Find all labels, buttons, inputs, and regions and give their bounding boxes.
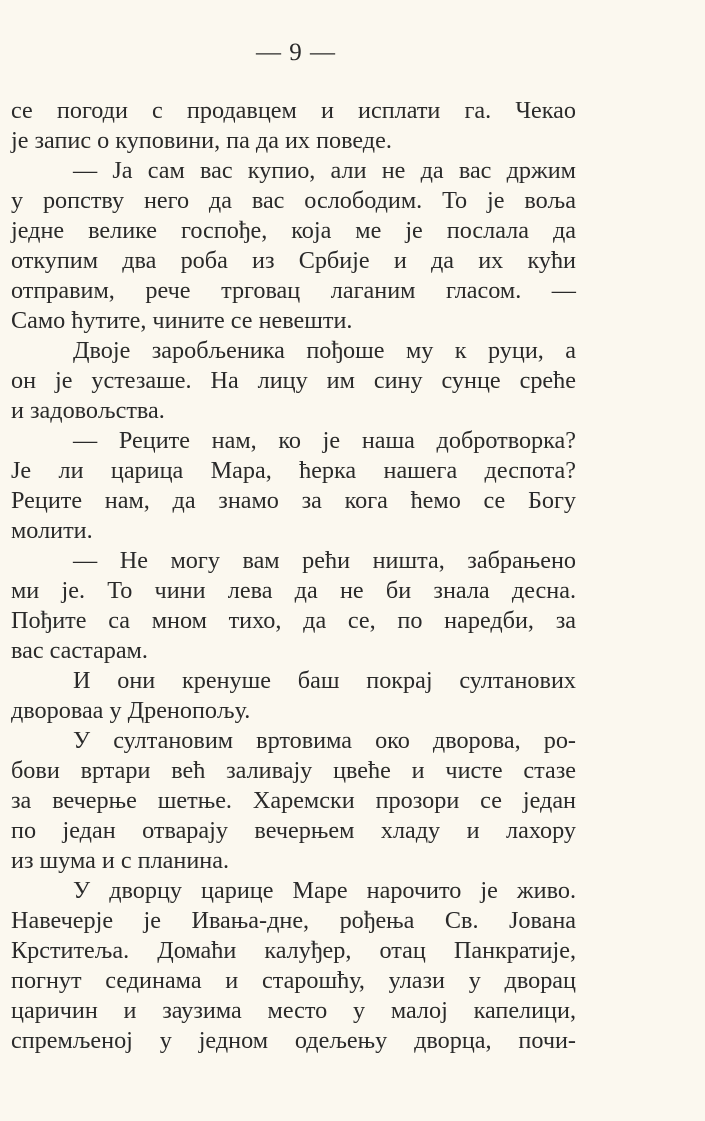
text-line: ми је. То чини лева да не би знала десна. bbox=[11, 577, 576, 604]
text-line: И они кренуше баш покрај султанових bbox=[73, 667, 576, 694]
text-line: вас састарам. bbox=[11, 637, 148, 664]
text-line: једне велике госпође, која ме је послала да bbox=[11, 217, 576, 244]
text-line: У султановим вртовима око дворова, ро- bbox=[73, 727, 576, 754]
text-line: Пођите са мном тихо, да се, по наредби, за bbox=[11, 607, 576, 634]
text-line: погнут сединама и старошћу, улази у дворац bbox=[11, 967, 576, 994]
text-line: Навечерје је Ивања-дне, рођења Св. Јована bbox=[11, 907, 576, 934]
text-line: Крститеља. Домаћи калуђер, отац Панкратије, bbox=[11, 937, 576, 964]
text-line: царичин и заузима место у малој капелици, bbox=[11, 997, 576, 1024]
text-line: отправим, рече трговац лаганим гласом. — bbox=[11, 277, 576, 304]
text-line: по један отварају вечерњем хладу и лахору bbox=[11, 817, 576, 844]
text-line: из шума и с планина. bbox=[11, 847, 230, 874]
text-line: Само ћутите, чините се невешти. bbox=[11, 307, 353, 334]
text-line: Је ли царица Мара, ћерка нашега деспота? bbox=[11, 457, 576, 484]
text-line: бови вртари већ заливају цвеће и чисте стазе bbox=[11, 757, 576, 784]
text-line: је запис о куповини, па да их поведе. bbox=[11, 127, 392, 154]
text-line: У дворцу царице Маре нарочито је живо. bbox=[73, 877, 576, 904]
text-line: он је устезаше. На лицу им сину сунце среће bbox=[11, 367, 576, 394]
text-line: се погоди с продавцем и исплати га. Чекао bbox=[11, 97, 576, 124]
text-line: спремљеној у једном одељењу дворца, почи- bbox=[11, 1027, 576, 1054]
text-line: молити. bbox=[11, 517, 93, 544]
text-line: — Ја сам вас купио, али не да вас држим bbox=[73, 157, 576, 184]
page-number: — 9 — bbox=[256, 39, 336, 66]
text-line: — Реците нам, ко је наша добротворка? bbox=[73, 427, 576, 454]
text-line: у ропству него да вас ослободим. То је воља bbox=[11, 187, 576, 214]
text-line: двороваа у Дренопољу. bbox=[11, 697, 251, 724]
text-line: Реците нам, да знамо за кога ћемо се Богу bbox=[11, 487, 576, 514]
text-line: и задовољства. bbox=[11, 397, 165, 424]
text-line: за вечерње шетње. Харемски прозори се један bbox=[11, 787, 576, 814]
text-line: Двоје заробљеника пођоше му к руци, а bbox=[73, 337, 576, 364]
text-line: — Не могу вам рећи ништа, забрањено bbox=[73, 547, 576, 574]
text-line: откупим два роба из Србије и да их кући bbox=[11, 247, 576, 274]
